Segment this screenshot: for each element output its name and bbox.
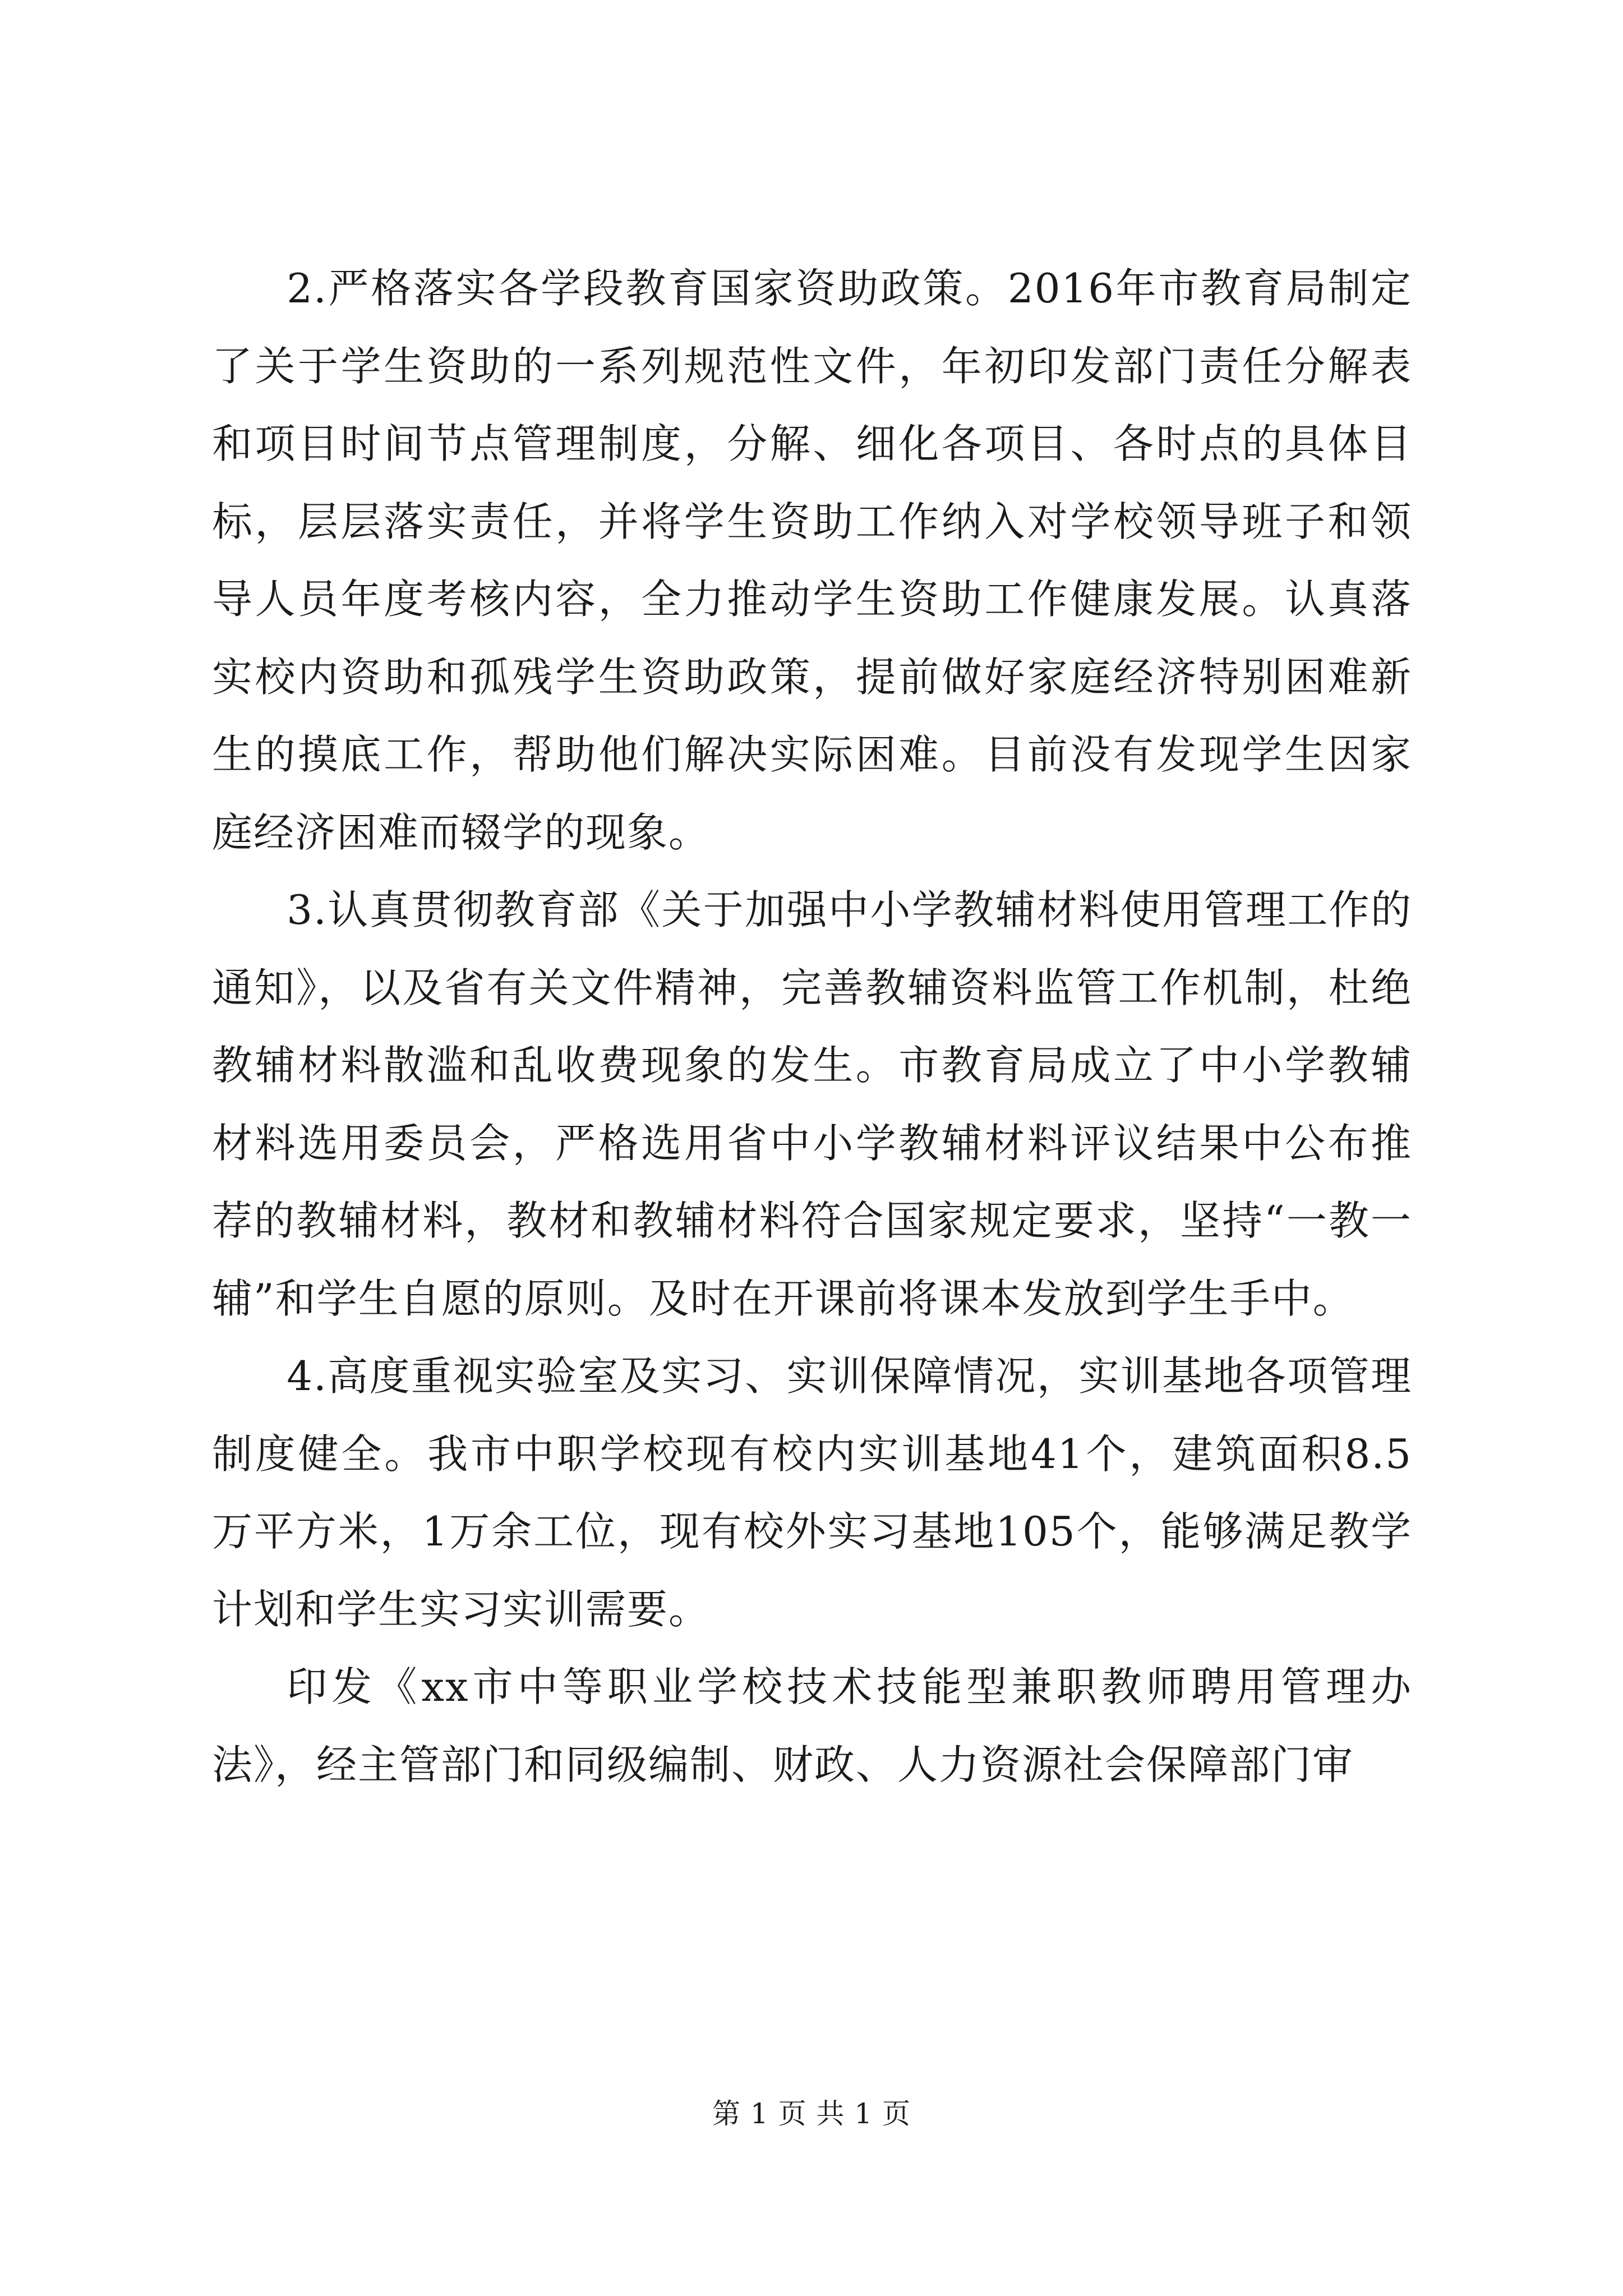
page-footer: 第 1 页 共 1 页	[712, 2097, 911, 2130]
document-body	[212, 250, 1412, 1803]
paragraph-item-2: 2.严格落实各学段教育国家资助政策。2016年市教育局制定了关于学生资助的一系列规范性文件，年初印发部门责任分解表和项目时间节点管理制度，分解、细化各项目、各时点的具体目标，层层落实责任，并将学生资助工作纳入对学校领导班子和领导人员年度考核内容，全力推动学生资助工作健康发展。认真落实校内资助和孤残学生资助政策，提前做好家庭经济特别困难新生的摸底工作，帮助他们解决实际困难。目前没有发现学生因家庭经济困难而辍学的现象。	[212, 265, 1412, 856]
paragraph-part-time-teachers: 印发《xx市中等职业学校技术技能型兼职教师聘用管理办法》，经主管部门和同级编制、财政、人力资源社会保障部门审	[212, 1663, 1412, 1788]
paragraph-item-4: 4.高度重视实验室及实习、实训保障情况，实训基地各项管理制度健全。我市中职学校现有校内实训基地41个，建筑面积8.5万平方米，1万余工位，现有校外实习基地105个，能够满足教学计划和学生实习实训需要。	[212, 1352, 1412, 1633]
paragraph-item-3: 3.认真贯彻教育部《关于加强中小学教辅材料使用管理工作的通知》，以及省有关文件精神，完善教辅资料监管工作机制，杜绝教辅材料散滥和乱收费现象的发生。市教育局成立了中小学教辅材料选用委员会，严格选用省中小学教辅材料评议结果中公布推荐的教辅材料，教材和教辅材料符合国家规定要求，坚持“一教一辅”和学生自愿的原则。及时在开课前将课本发放到学生手中。	[212, 886, 1412, 1322]
